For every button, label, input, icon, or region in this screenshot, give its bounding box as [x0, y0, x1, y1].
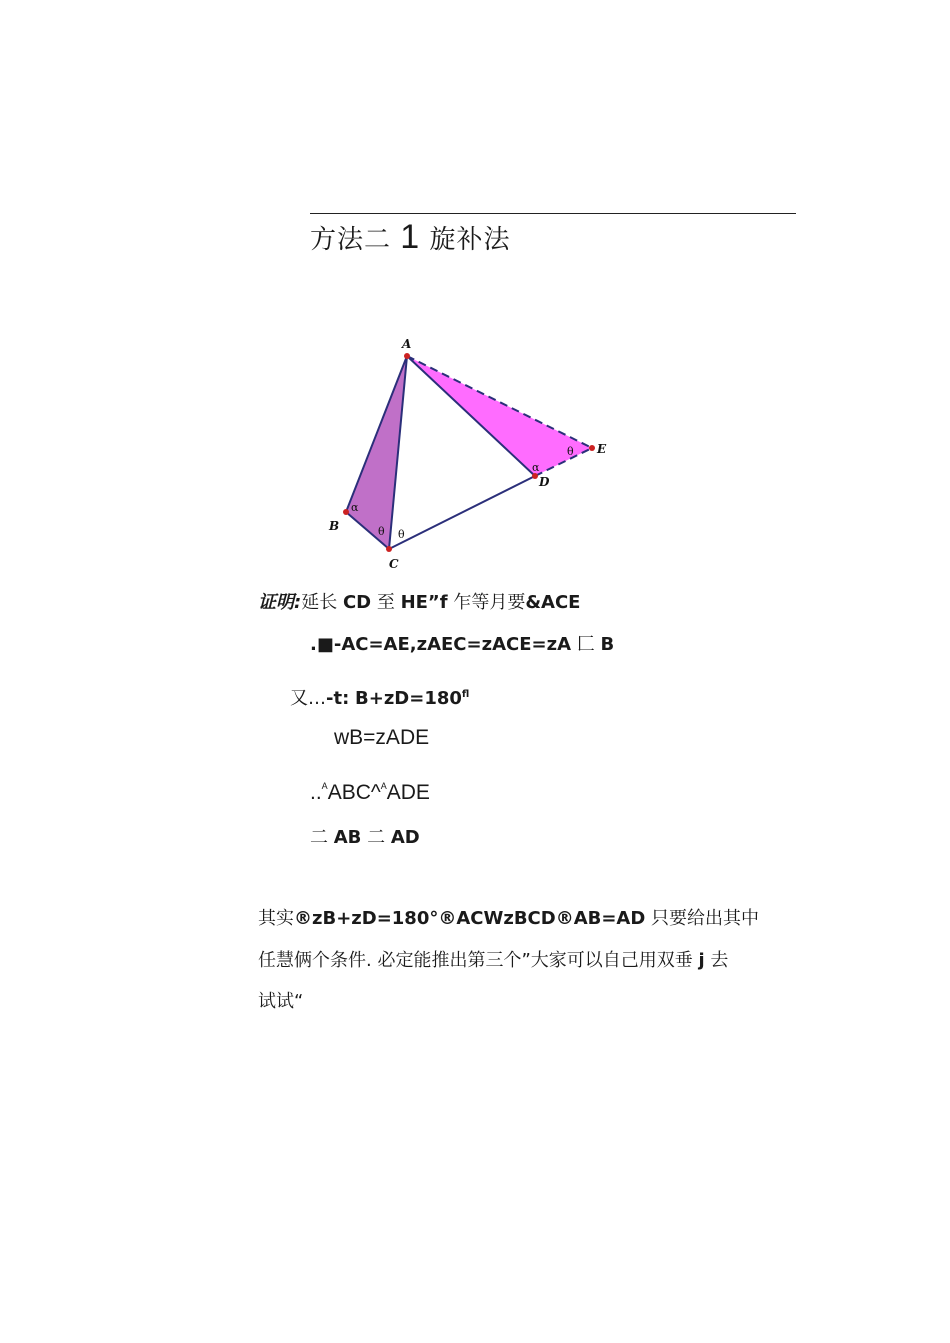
proof-lead: 证明: [258, 592, 302, 613]
edge-cd [389, 476, 535, 549]
point-b [343, 509, 349, 515]
angle-alpha-b: α [351, 501, 359, 514]
angle-alpha-d: α [532, 461, 540, 474]
angle-theta-c-left: θ [378, 525, 385, 538]
proof-line-4: wB=zADE [334, 726, 430, 749]
proof-line-3: 又…-t: $B+zD=180^{fl}$ [290, 688, 470, 709]
title-suffix: 旋补法 [429, 225, 511, 255]
point-e [589, 445, 595, 451]
proof-line-6: 二 AB 二 AD [310, 827, 420, 848]
title-number: 1 [400, 218, 421, 256]
note-line-1: 其实®zB+zD=180°®ACWzBCD®AB=AD 只要给出其中 [258, 908, 760, 929]
proof-line-5: ..$^A$ABC^$^A$ADE [310, 781, 430, 804]
label-a: A [402, 337, 412, 351]
label-c: C [389, 557, 399, 571]
label-e: E [597, 442, 607, 456]
angle-theta-c-right: θ [398, 528, 405, 541]
angle-theta-e: θ [567, 445, 574, 458]
triangle-ade-shading [407, 356, 592, 476]
geometry-figure [320, 334, 620, 574]
proof-line-2: .■-AC=AE,zAEC=zACE=zA 匚 B [310, 634, 615, 655]
heading-rule [310, 213, 796, 214]
note-line-2: 任慧俩个条件. 必定能推出第三个”大家可以自己用双垂 j 去 [258, 950, 729, 971]
section-title [310, 218, 510, 257]
label-b: B [329, 519, 340, 533]
point-c [386, 546, 392, 552]
proof-line-1: 证明:延长 CD 至 HE”f 乍等月要&ACE [258, 592, 581, 613]
title-prefix: 方法二 [310, 225, 392, 255]
point-a [404, 353, 410, 359]
label-d: D [539, 475, 550, 489]
note-line-3: 试试“ [258, 991, 304, 1012]
